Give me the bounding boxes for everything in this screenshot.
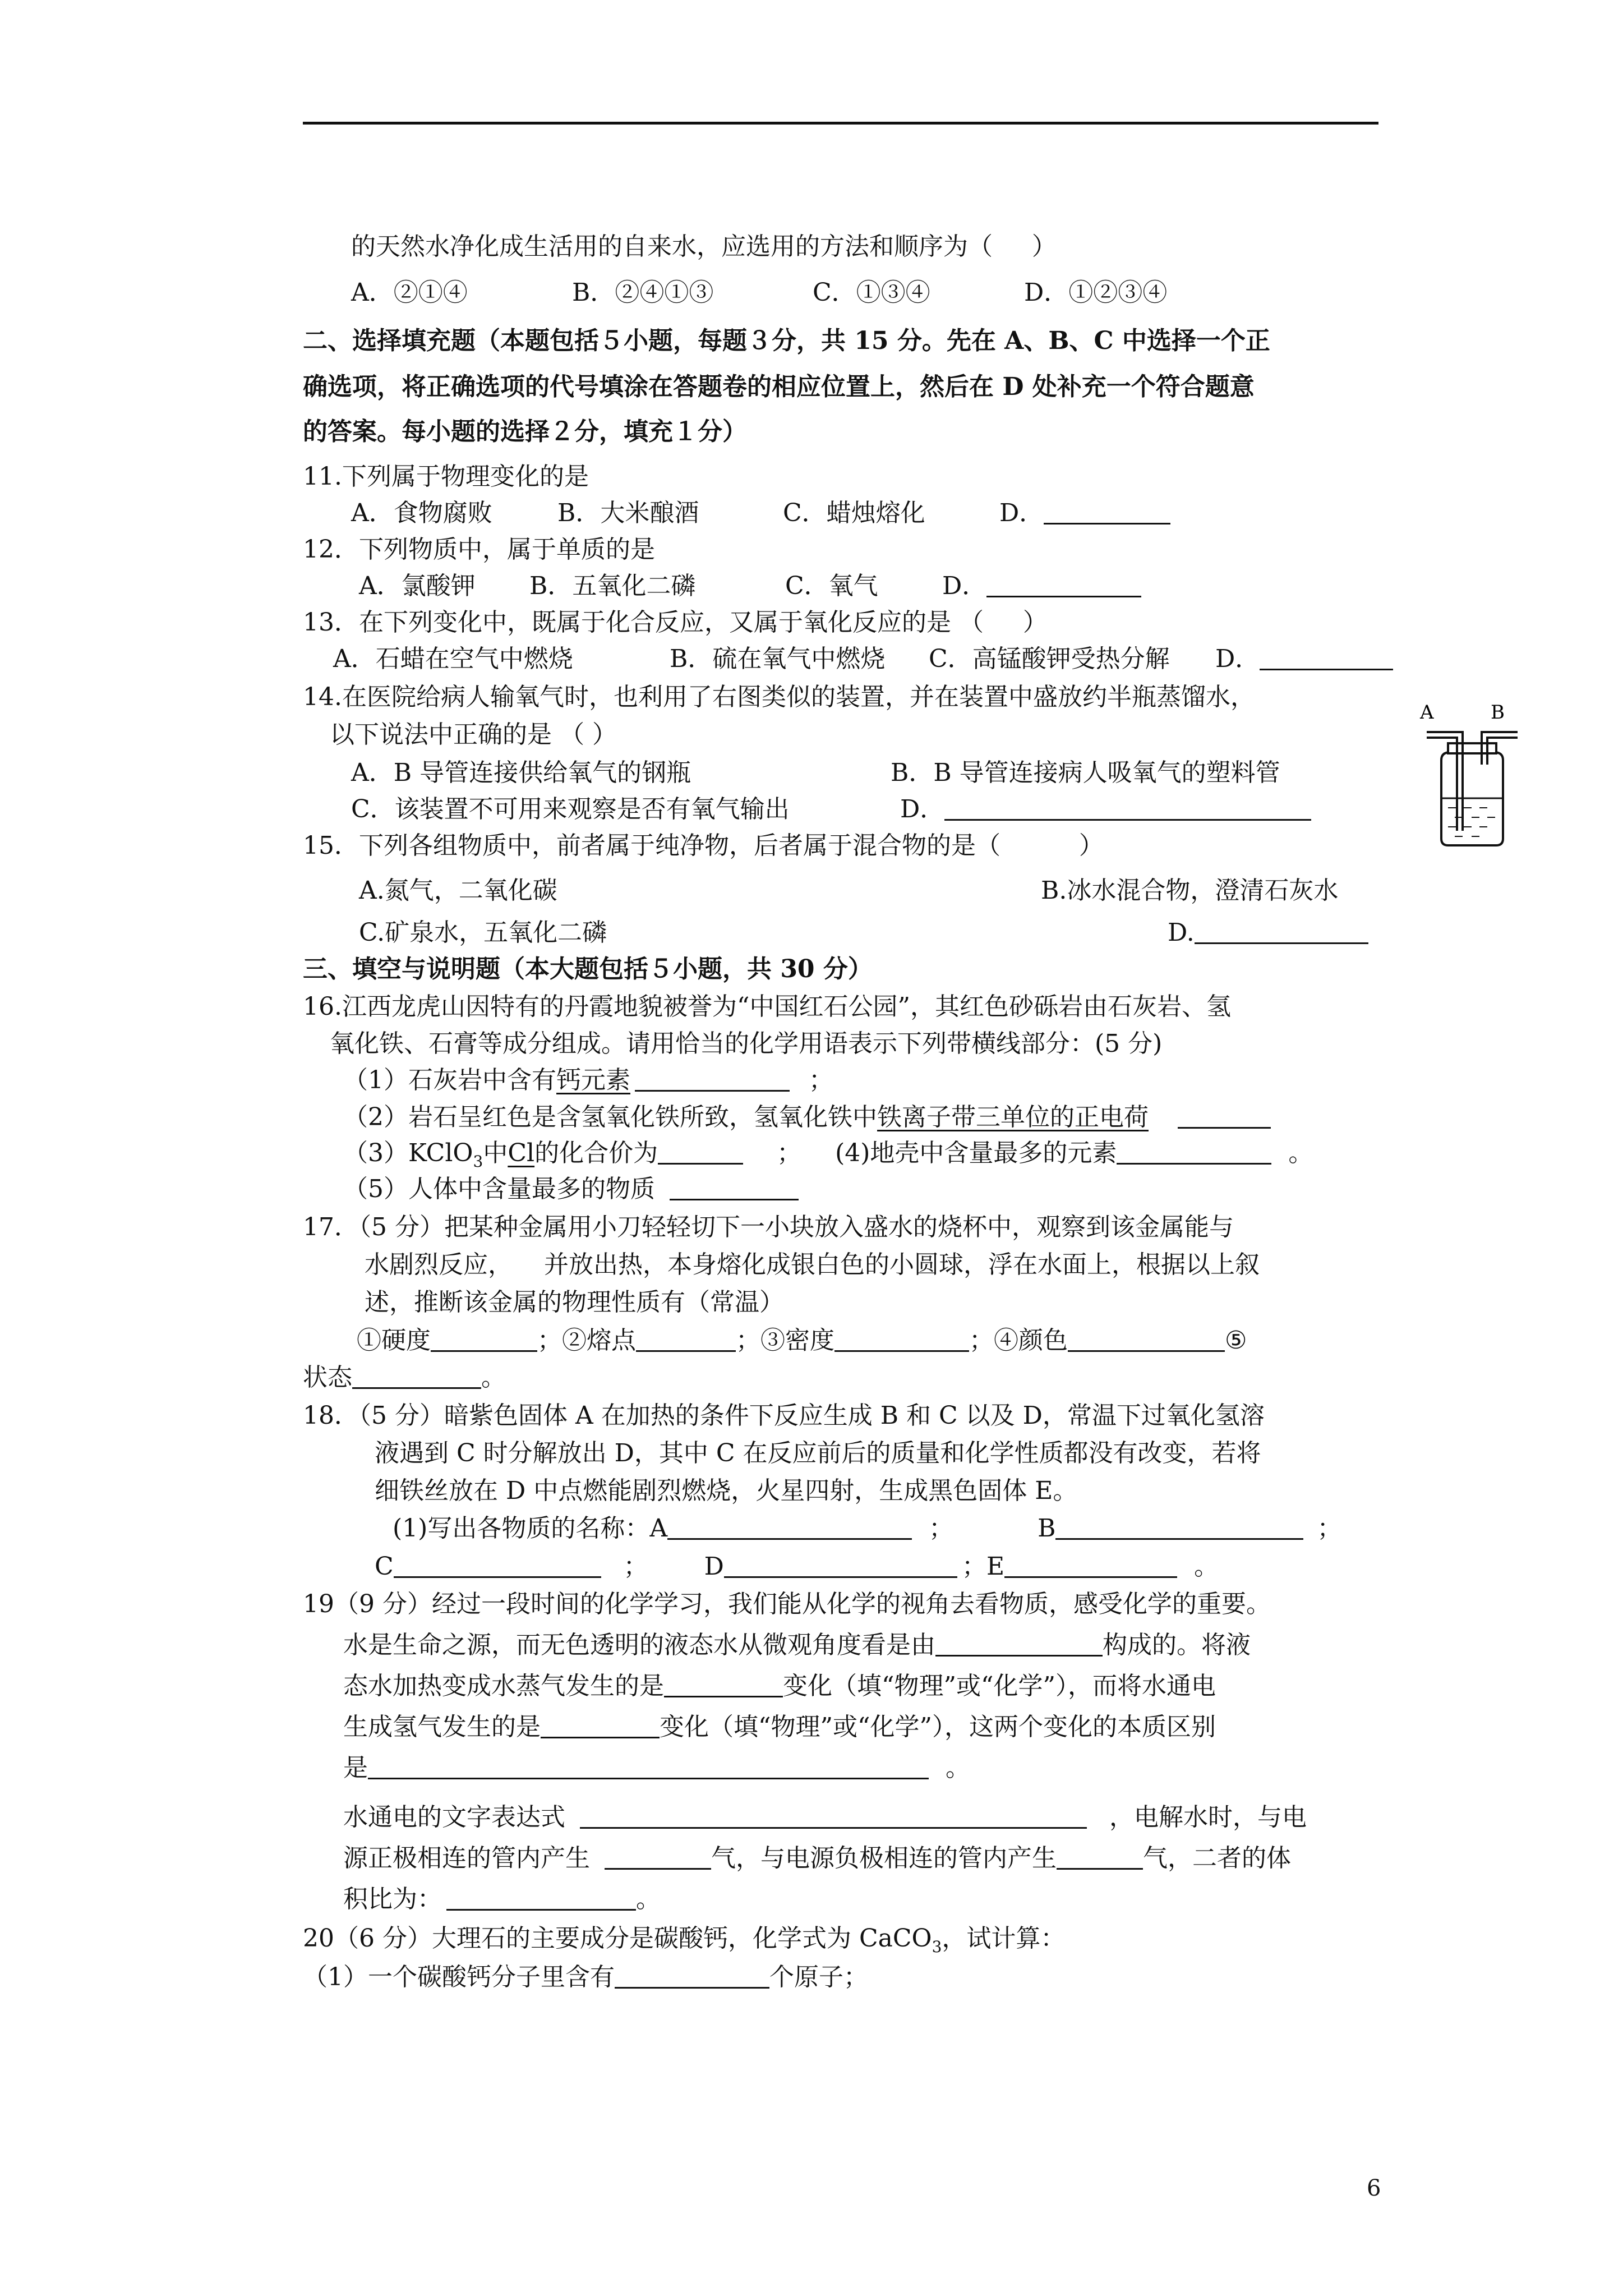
q11-option-c: C．蜡烛熔化 — [783, 499, 925, 527]
q18-names-line-2: C ； D ；E 。 — [375, 1552, 1219, 1581]
q14-option-a: A．B 导管连接供给氧气的钢瓶 — [351, 758, 691, 787]
q19-equation-blank[interactable] — [580, 1805, 1087, 1829]
q11-option-a: A．食物腐败 — [351, 499, 492, 527]
q17-state-line: 状态 。 — [303, 1363, 506, 1392]
q17-line-1: 17．（5 分）把某种金属用小刀轻轻切下一小块放入盛水的烧杯中，观察到该金属能与 — [303, 1213, 1234, 1241]
prev-question-line: 的天然水净化成生活用的自来水，应选用的方法和顺序为（ ） — [351, 232, 1057, 261]
q12-option-d: D． — [942, 570, 1141, 602]
q19-negative-gas-blank[interactable] — [1057, 1846, 1143, 1870]
tube-label-a: A — [1420, 701, 1434, 724]
q15-stem: 15．下列各组物质中，前者属于纯净物，后者属于混合物的是（ ） — [303, 831, 1104, 860]
q19-difference-blank[interactable] — [368, 1755, 929, 1779]
section2-title-2: 确选项，将正确选项的代号填涂在答题卷的相应位置上，然后在 D 处补充一个符合题意 — [303, 372, 1255, 401]
q14-answer-blank[interactable] — [944, 797, 1311, 821]
q19-line-5: 是 。 — [343, 1754, 970, 1782]
q14-stem-2: 以下说法中正确的是 （ ） — [330, 720, 617, 749]
q13-answer-blank[interactable] — [1260, 646, 1393, 670]
q17-density-blank[interactable] — [834, 1328, 969, 1352]
q19-evaporation-blank[interactable] — [664, 1673, 783, 1697]
q16-part-2: （2）岩石呈红色是含氢氧化铁所致，氢氧化铁中铁离子带三单位的正电荷 — [343, 1102, 1271, 1133]
q19-ratio-blank[interactable] — [446, 1887, 636, 1911]
q12-stem: 12．下列物质中，属于单质的是 — [303, 535, 655, 564]
q17-hardness-blank[interactable] — [431, 1328, 537, 1352]
q14-option-c: C．该装置不可用来观察是否有氧气输出 — [351, 795, 790, 823]
q16-part-1: （1）石灰岩中含有钙元素 ； — [343, 1066, 833, 1094]
q15-answer-blank[interactable] — [1195, 920, 1368, 944]
q15-option-b: B.冰水混合物，澄清石灰水 — [1041, 876, 1339, 905]
q12-answer-blank[interactable] — [986, 573, 1141, 597]
q11-stem: 11.下列属于物理变化的是 — [303, 462, 589, 491]
q11-option-d: D． — [999, 498, 1170, 529]
header-rule — [303, 122, 1378, 125]
q11-answer-blank[interactable] — [1044, 500, 1170, 524]
q20-line-1: 20（6 分）大理石的主要成分是碳酸钙，化学式为 CaCO$_3$，试计算： — [303, 1924, 1066, 1956]
q12-option-a: A．氯酸钾 — [359, 572, 476, 600]
q18-line-2: 液遇到 C 时分解放出 D，其中 C 在反应前后的质量和化学性质都没有改变，若将 — [375, 1439, 1261, 1467]
q19-line-2: 水是生命之源，而无色透明的液态水从微观角度看是由 构成的。将液 — [343, 1631, 1251, 1659]
q16-part-5: （5）人体中含量最多的物质 — [343, 1174, 799, 1205]
section2-title-1: 二、选择填充题（本题包括５小题，每题３分，共 15 分。先在 A、B、C 中选择一个正 — [303, 326, 1270, 355]
q19-line-4: 生成氢气发生的是 变化（填“物理”或“化学”），这两个变化的本质区别 — [343, 1713, 1216, 1741]
q17-state-blank[interactable] — [352, 1365, 481, 1389]
section3-title: 三、填空与说明题（本大题包括５小题，共 30 分） — [303, 955, 873, 983]
q18-b-blank[interactable] — [1055, 1516, 1303, 1540]
q18-line-3: 细铁丝放在 D 中点燃能剧烈燃烧，火星四射，生成黑色固体 E。 — [375, 1476, 1078, 1505]
q12-option-c: C．氧气 — [785, 572, 878, 600]
q15-option-c: C.矿泉水，五氧化二磷 — [359, 918, 607, 947]
gas-washing-bottle-icon — [1419, 698, 1525, 850]
q14-option-d: D． — [900, 794, 1311, 825]
q20-part-1: （1）一个碳酸钙分子里含有 个原子； — [303, 1963, 868, 1991]
q17-properties: ①硬度 ；②熔点 ；③密度 ；④颜色 ⑤ — [357, 1326, 1247, 1355]
gas-washing-bottle-figure — [1419, 698, 1525, 856]
q20-atoms-blank[interactable] — [615, 1964, 769, 1989]
q19-electrolysis-blank[interactable] — [541, 1714, 660, 1738]
q19-line-6: 水通电的文字表达式 ，电解水时，与电 — [343, 1803, 1307, 1832]
q16-line-1: 16.江西龙虎山因特有的丹霞地貌被誉为“中国红石公园”，其红色砂砾岩由石灰岩、氢 — [303, 992, 1231, 1021]
tube-label-b: B — [1491, 701, 1505, 724]
q14-stem-1: 14.在医院给病人输氧气时，也利用了右图类似的装置，并在装置中盛放约半瓶蒸馏水， — [303, 683, 1255, 711]
q13-option-c: C．高锰酸钾受热分解 — [929, 645, 1170, 673]
q12-option-b: B．五氧化二磷 — [529, 572, 696, 600]
q16-part-4-blank[interactable] — [1117, 1140, 1271, 1165]
q19-positive-gas-blank[interactable] — [605, 1846, 711, 1870]
prev-option-b: B．②④①③ — [572, 278, 714, 307]
q19-line-7: 源正极相连的管内产生 气，与电源负极相连的管内产生 气，二者的体 — [343, 1844, 1291, 1872]
q16-part-3-blank[interactable] — [658, 1140, 743, 1165]
q13-option-d: D． — [1215, 643, 1393, 675]
q16-line-2: 氧化铁、石膏等成分组成。请用恰当的化学用语表示下列带横线部分：(5 分) — [330, 1029, 1163, 1058]
q19-line-3: 态水加热变成水蒸气发生的是 变化（填“物理”或“化学”），而将水通电 — [343, 1672, 1216, 1700]
q15-option-a: A.氮气，二氧化碳 — [359, 876, 557, 905]
q16-part-3: （3）KClO$_3$中Cl的化合价为 ； (4)地壳中含量最多的元素 。 — [343, 1139, 1313, 1171]
q19-line-1: 19（9 分）经过一段时间的化学学习，我们能从化学的视角去看物质，感受化学的重要。 — [303, 1590, 1271, 1618]
q16-part-2-blank[interactable] — [1178, 1105, 1271, 1129]
q18-a-blank[interactable] — [667, 1516, 912, 1540]
prev-option-a: A．②①④ — [351, 278, 468, 307]
q13-stem: 13．在下列变化中，既属于化合反应，又属于氧化反应的是 （ ） — [303, 608, 1048, 637]
prev-option-d: D．①②③④ — [1024, 278, 1168, 307]
q18-e-blank[interactable] — [1004, 1554, 1177, 1578]
q14-option-b: B．B 导管连接病人吸氧气的塑料管 — [891, 758, 1280, 787]
q17-melting-point-blank[interactable] — [636, 1328, 736, 1352]
q16-part-1-blank[interactable] — [635, 1068, 790, 1092]
q18-line-1: 18．（5 分）暗紫色固体 A 在加热的条件下反应生成 B 和 C 以及 D，常温下过氧化氢溶 — [303, 1401, 1265, 1430]
page-number: 6 — [1367, 2175, 1381, 2201]
q11-option-b: B．大米酿酒 — [557, 499, 699, 527]
q17-color-blank[interactable] — [1068, 1328, 1225, 1352]
q15-option-d: D. — [1168, 917, 1368, 949]
q18-d-blank[interactable] — [724, 1554, 957, 1578]
q13-option-b: B．硫在氧气中燃烧 — [670, 645, 886, 673]
section2-title-3: 的答案。每小题的选择２分，填充１分） — [303, 417, 747, 446]
q13-option-a: A．石蜡在空气中燃烧 — [333, 645, 573, 673]
q17-line-2: 水剧烈反应， 并放出热，本身熔化成银白色的小圆球，浮在水面上，根据以上叙 — [365, 1250, 1260, 1279]
prev-option-c: C．①③④ — [813, 278, 930, 307]
q18-c-blank[interactable] — [394, 1554, 601, 1578]
q18-names-line-1: (1)写出各物质的名称：A ； B ； — [393, 1514, 1342, 1543]
q19-composition-blank[interactable] — [935, 1632, 1103, 1657]
q16-part-5-blank[interactable] — [670, 1176, 799, 1200]
q17-line-3: 述，推断该金属的物理性质有（常温） — [365, 1288, 784, 1317]
q19-line-8: 积比为： 。 — [343, 1885, 661, 1913]
